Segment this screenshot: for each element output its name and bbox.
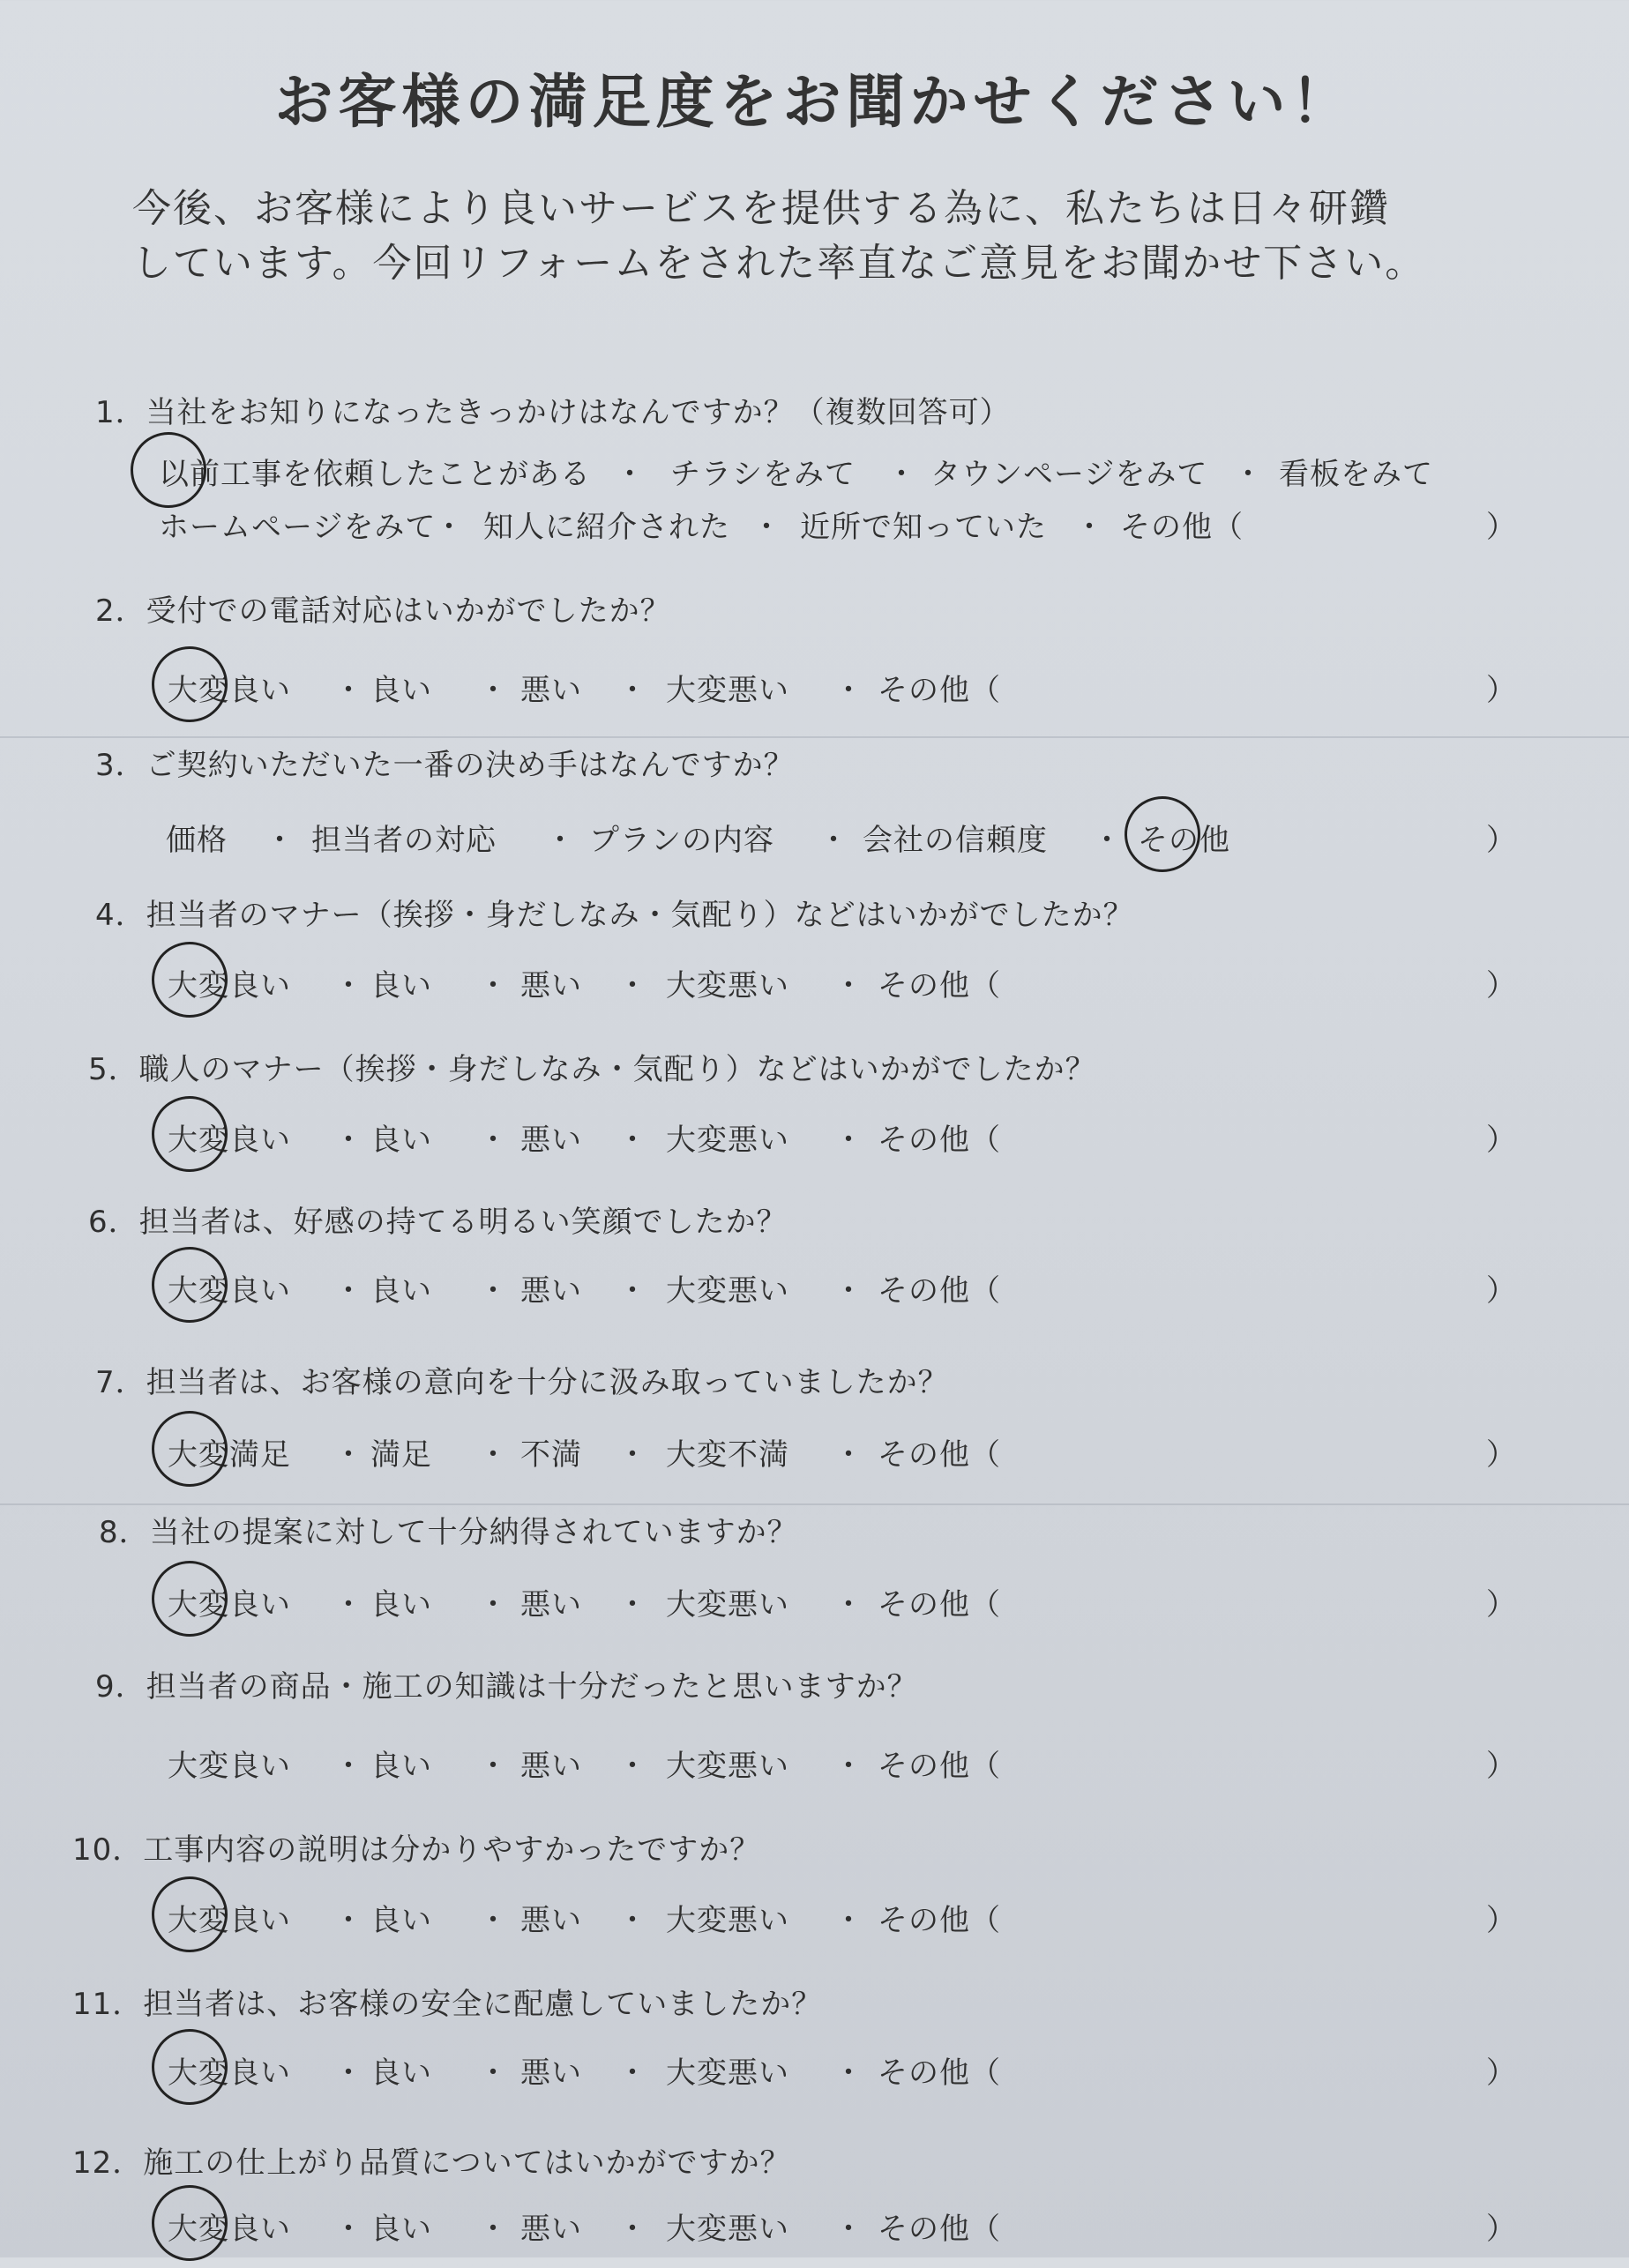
option-3[interactable]: 大変悪い xyxy=(666,1749,789,1784)
separator: ・ xyxy=(617,1587,648,1623)
separator: ・ xyxy=(478,1123,509,1158)
option-3[interactable]: 大変悪い xyxy=(666,1903,789,1938)
option-4[interactable]: その他（ xyxy=(878,1749,1001,1784)
separator: ・ xyxy=(617,1749,648,1784)
option-4[interactable]: ホームページをみて xyxy=(159,510,437,545)
separator: ・ xyxy=(265,823,295,858)
option-7[interactable]: その他（ xyxy=(1120,510,1244,545)
separator: ・ xyxy=(478,673,509,708)
question-label: 2．受付での電話対応はいかがでしたか？ xyxy=(95,593,671,629)
close-paren: ） xyxy=(1486,1903,1516,1938)
option-0[interactable]: 価格 xyxy=(166,823,228,858)
separator: ・ xyxy=(333,2212,364,2247)
separator: ・ xyxy=(617,1123,648,1158)
option-4[interactable]: その他（ xyxy=(878,1123,1001,1158)
option-4[interactable]: その他（ xyxy=(878,1273,1001,1309)
option-1[interactable]: 満足 xyxy=(370,1437,432,1473)
option-4[interactable]: その他（ xyxy=(878,1437,1001,1473)
option-4[interactable]: その他（ xyxy=(878,1903,1001,1938)
option-2[interactable]: 悪い xyxy=(520,1903,582,1938)
option-0[interactable]: 大変良い xyxy=(168,1749,291,1784)
option-2[interactable]: 悪い xyxy=(520,2212,582,2247)
close-paren: ） xyxy=(1486,1437,1516,1473)
option-1[interactable]: 良い xyxy=(370,1749,432,1784)
separator: ・ xyxy=(833,1903,864,1938)
separator: ・ xyxy=(615,457,646,492)
close-paren: ） xyxy=(1486,510,1516,545)
close-paren: ） xyxy=(1486,2212,1516,2247)
separator: ・ xyxy=(333,1749,364,1784)
separator: ・ xyxy=(833,1123,864,1158)
separator: ・ xyxy=(1092,823,1123,858)
handwritten-circle-mark xyxy=(145,1240,235,1330)
close-paren: ） xyxy=(1486,1123,1516,1158)
option-2[interactable]: 悪い xyxy=(520,1273,582,1309)
option-5[interactable]: 知人に紹介された xyxy=(483,510,730,545)
option-2[interactable]: プランの内容 xyxy=(589,823,774,858)
option-0[interactable]: 大変良い xyxy=(168,968,291,1003)
option-1[interactable]: 担当者の対応 xyxy=(311,823,497,858)
option-3[interactable]: 大変悪い xyxy=(666,1587,789,1623)
separator: ・ xyxy=(1074,510,1105,545)
option-3[interactable]: 大変悪い xyxy=(666,673,789,708)
separator: ・ xyxy=(478,1903,509,1938)
intro-line: 今後、お客様により良いサービスを提供する為に、私たちは日々研鑽 xyxy=(132,186,1390,231)
separator: ・ xyxy=(617,2212,648,2247)
separator: ・ xyxy=(833,1749,864,1784)
separator: ・ xyxy=(333,2055,364,2091)
handwritten-circle-mark xyxy=(145,1089,235,1179)
handwritten-circle-mark xyxy=(145,1554,235,1644)
option-1[interactable]: 良い xyxy=(370,1123,432,1158)
separator: ・ xyxy=(434,510,465,545)
separator: ・ xyxy=(333,1273,364,1309)
option-3[interactable]: 大変悪い xyxy=(666,2212,789,2247)
option-4[interactable]: その他（ xyxy=(878,2055,1001,2091)
separator: ・ xyxy=(751,510,782,545)
intro-line: しています。今回リフォームをされた率直なご意見をお聞かせ下さい。 xyxy=(132,241,1426,286)
question-label: 12．施工の仕上がり品質についてはいかがですか？ xyxy=(72,2145,791,2181)
option-3[interactable]: 看板をみて xyxy=(1279,457,1433,492)
separator: ・ xyxy=(833,1587,864,1623)
handwritten-circle-mark xyxy=(145,639,235,729)
separator: ・ xyxy=(833,1437,864,1473)
close-paren: ） xyxy=(1486,673,1516,708)
option-1[interactable]: 良い xyxy=(370,1273,432,1309)
option-1[interactable]: 良い xyxy=(370,673,432,708)
separator: ・ xyxy=(833,2212,864,2247)
option-2[interactable]: 悪い xyxy=(520,673,582,708)
option-0[interactable]: 大変良い xyxy=(168,2212,291,2247)
handwritten-circle-mark xyxy=(145,2022,235,2112)
separator: ・ xyxy=(478,1273,509,1309)
option-2[interactable]: 悪い xyxy=(520,1123,582,1158)
option-3[interactable]: 大変不満 xyxy=(666,1437,789,1473)
question-label: 9．担当者の商品・施工の知識は十分だったと思いますか？ xyxy=(95,1669,918,1705)
close-paren: ） xyxy=(1486,1587,1516,1623)
separator: ・ xyxy=(478,1587,509,1623)
option-3[interactable]: 大変悪い xyxy=(666,1123,789,1158)
separator: ・ xyxy=(617,673,648,708)
separator: ・ xyxy=(617,968,648,1003)
question-label: 7．担当者は、お客様の意向を十分に汲み取っていましたか？ xyxy=(95,1365,949,1400)
option-2[interactable]: 悪い xyxy=(520,1749,582,1784)
separator: ・ xyxy=(333,1587,364,1623)
option-3[interactable]: 大変悪い xyxy=(666,1273,789,1309)
separator: ・ xyxy=(617,1903,648,1938)
option-3[interactable]: 大変悪い xyxy=(666,2055,789,2091)
separator: ・ xyxy=(833,2055,864,2091)
close-paren: ） xyxy=(1486,1273,1516,1309)
option-0[interactable]: 大変良い xyxy=(168,673,291,708)
option-3[interactable]: 大変悪い xyxy=(666,968,789,1003)
handwritten-circle-mark xyxy=(145,1404,235,1494)
option-2[interactable]: 不満 xyxy=(520,1437,582,1473)
close-paren: ） xyxy=(1486,1749,1516,1784)
question-label: 11．担当者は、お客様の安全に配慮していましたか？ xyxy=(72,1987,823,2022)
handwritten-circle-mark xyxy=(123,425,213,515)
separator: ・ xyxy=(333,968,364,1003)
option-0[interactable]: 大変良い xyxy=(168,1903,291,1938)
separator: ・ xyxy=(478,1437,509,1473)
question-label: 6．担当者は、好感の持てる明るい笑顔でしたか？ xyxy=(88,1205,788,1240)
handwritten-circle-mark xyxy=(145,935,235,1025)
separator: ・ xyxy=(1233,457,1264,492)
separator: ・ xyxy=(833,968,864,1003)
page-title: お客様の満足度をお聞かせください！ xyxy=(274,68,1355,136)
option-0[interactable]: 大変良い xyxy=(168,2055,291,2091)
option-4[interactable]: その他（ xyxy=(878,1587,1001,1623)
option-2[interactable]: 悪い xyxy=(520,2055,582,2091)
separator: ・ xyxy=(617,1273,648,1309)
option-1[interactable]: チラシをみて xyxy=(670,457,856,492)
handwritten-circle-mark xyxy=(1117,789,1207,879)
close-paren: ） xyxy=(1486,2055,1516,2091)
separator: ・ xyxy=(886,457,917,492)
option-1[interactable]: 良い xyxy=(370,1587,432,1623)
option-1[interactable]: 良い xyxy=(370,1903,432,1938)
separator: ・ xyxy=(333,1903,364,1938)
separator: ・ xyxy=(478,968,509,1003)
separator: ・ xyxy=(833,673,864,708)
option-0[interactable]: 大変良い xyxy=(168,1273,291,1309)
option-3[interactable]: 会社の信頼度 xyxy=(863,823,1048,858)
paper-fold xyxy=(0,1503,1629,1505)
separator: ・ xyxy=(333,673,364,708)
option-4[interactable]: その他（ xyxy=(878,673,1001,708)
question-label: 4．担当者のマナー（挨拶・身だしなみ・気配り）などはいかがでしたか？ xyxy=(95,898,1134,933)
separator: ・ xyxy=(478,2055,509,2091)
separator: ・ xyxy=(617,2055,648,2091)
handwritten-circle-mark xyxy=(145,1869,235,1959)
option-4[interactable]: その他 xyxy=(1138,823,1230,858)
separator: ・ xyxy=(333,1123,364,1158)
question-label: 1．当社をお知りになったきっかけはなんですか？（複数回答可） xyxy=(95,395,1011,430)
separator: ・ xyxy=(545,823,576,858)
option-1[interactable]: 良い xyxy=(370,968,432,1003)
question-label: 10．工事内容の説明は分かりやすかったですか？ xyxy=(72,1832,761,1868)
separator: ・ xyxy=(833,1273,864,1309)
paper-fold xyxy=(0,736,1629,738)
option-1[interactable]: 良い xyxy=(370,2212,432,2247)
question-label: 5．職人のマナー（挨拶・身だしなみ・気配り）などはいかがでしたか？ xyxy=(88,1052,1096,1087)
option-0[interactable]: 大変満足 xyxy=(168,1437,291,1473)
option-4[interactable]: その他（ xyxy=(878,968,1001,1003)
separator: ・ xyxy=(478,1749,509,1784)
option-0[interactable]: 大変良い xyxy=(168,1587,291,1623)
close-paren: ） xyxy=(1486,823,1516,858)
option-1[interactable]: 良い xyxy=(370,2055,432,2091)
separator: ・ xyxy=(478,2212,509,2247)
question-label: 3．ご契約いただいた一番の決め手はなんですか？ xyxy=(95,748,795,783)
close-paren: ） xyxy=(1486,968,1516,1003)
option-2[interactable]: 悪い xyxy=(520,968,582,1003)
option-2[interactable]: 悪い xyxy=(520,1587,582,1623)
separator: ・ xyxy=(333,1437,364,1473)
option-0[interactable]: 以前工事を依頼したことがある xyxy=(159,457,591,492)
option-2[interactable]: タウンページをみて xyxy=(930,457,1208,492)
separator: ・ xyxy=(617,1437,648,1473)
separator: ・ xyxy=(818,823,849,858)
option-4[interactable]: その他（ xyxy=(878,2212,1001,2247)
option-6[interactable]: 近所で知っていた xyxy=(800,510,1047,545)
option-0[interactable]: 大変良い xyxy=(168,1123,291,1158)
handwritten-circle-mark xyxy=(145,2178,235,2268)
question-label: 8．当社の提案に対して十分納得されていますか？ xyxy=(99,1515,798,1550)
